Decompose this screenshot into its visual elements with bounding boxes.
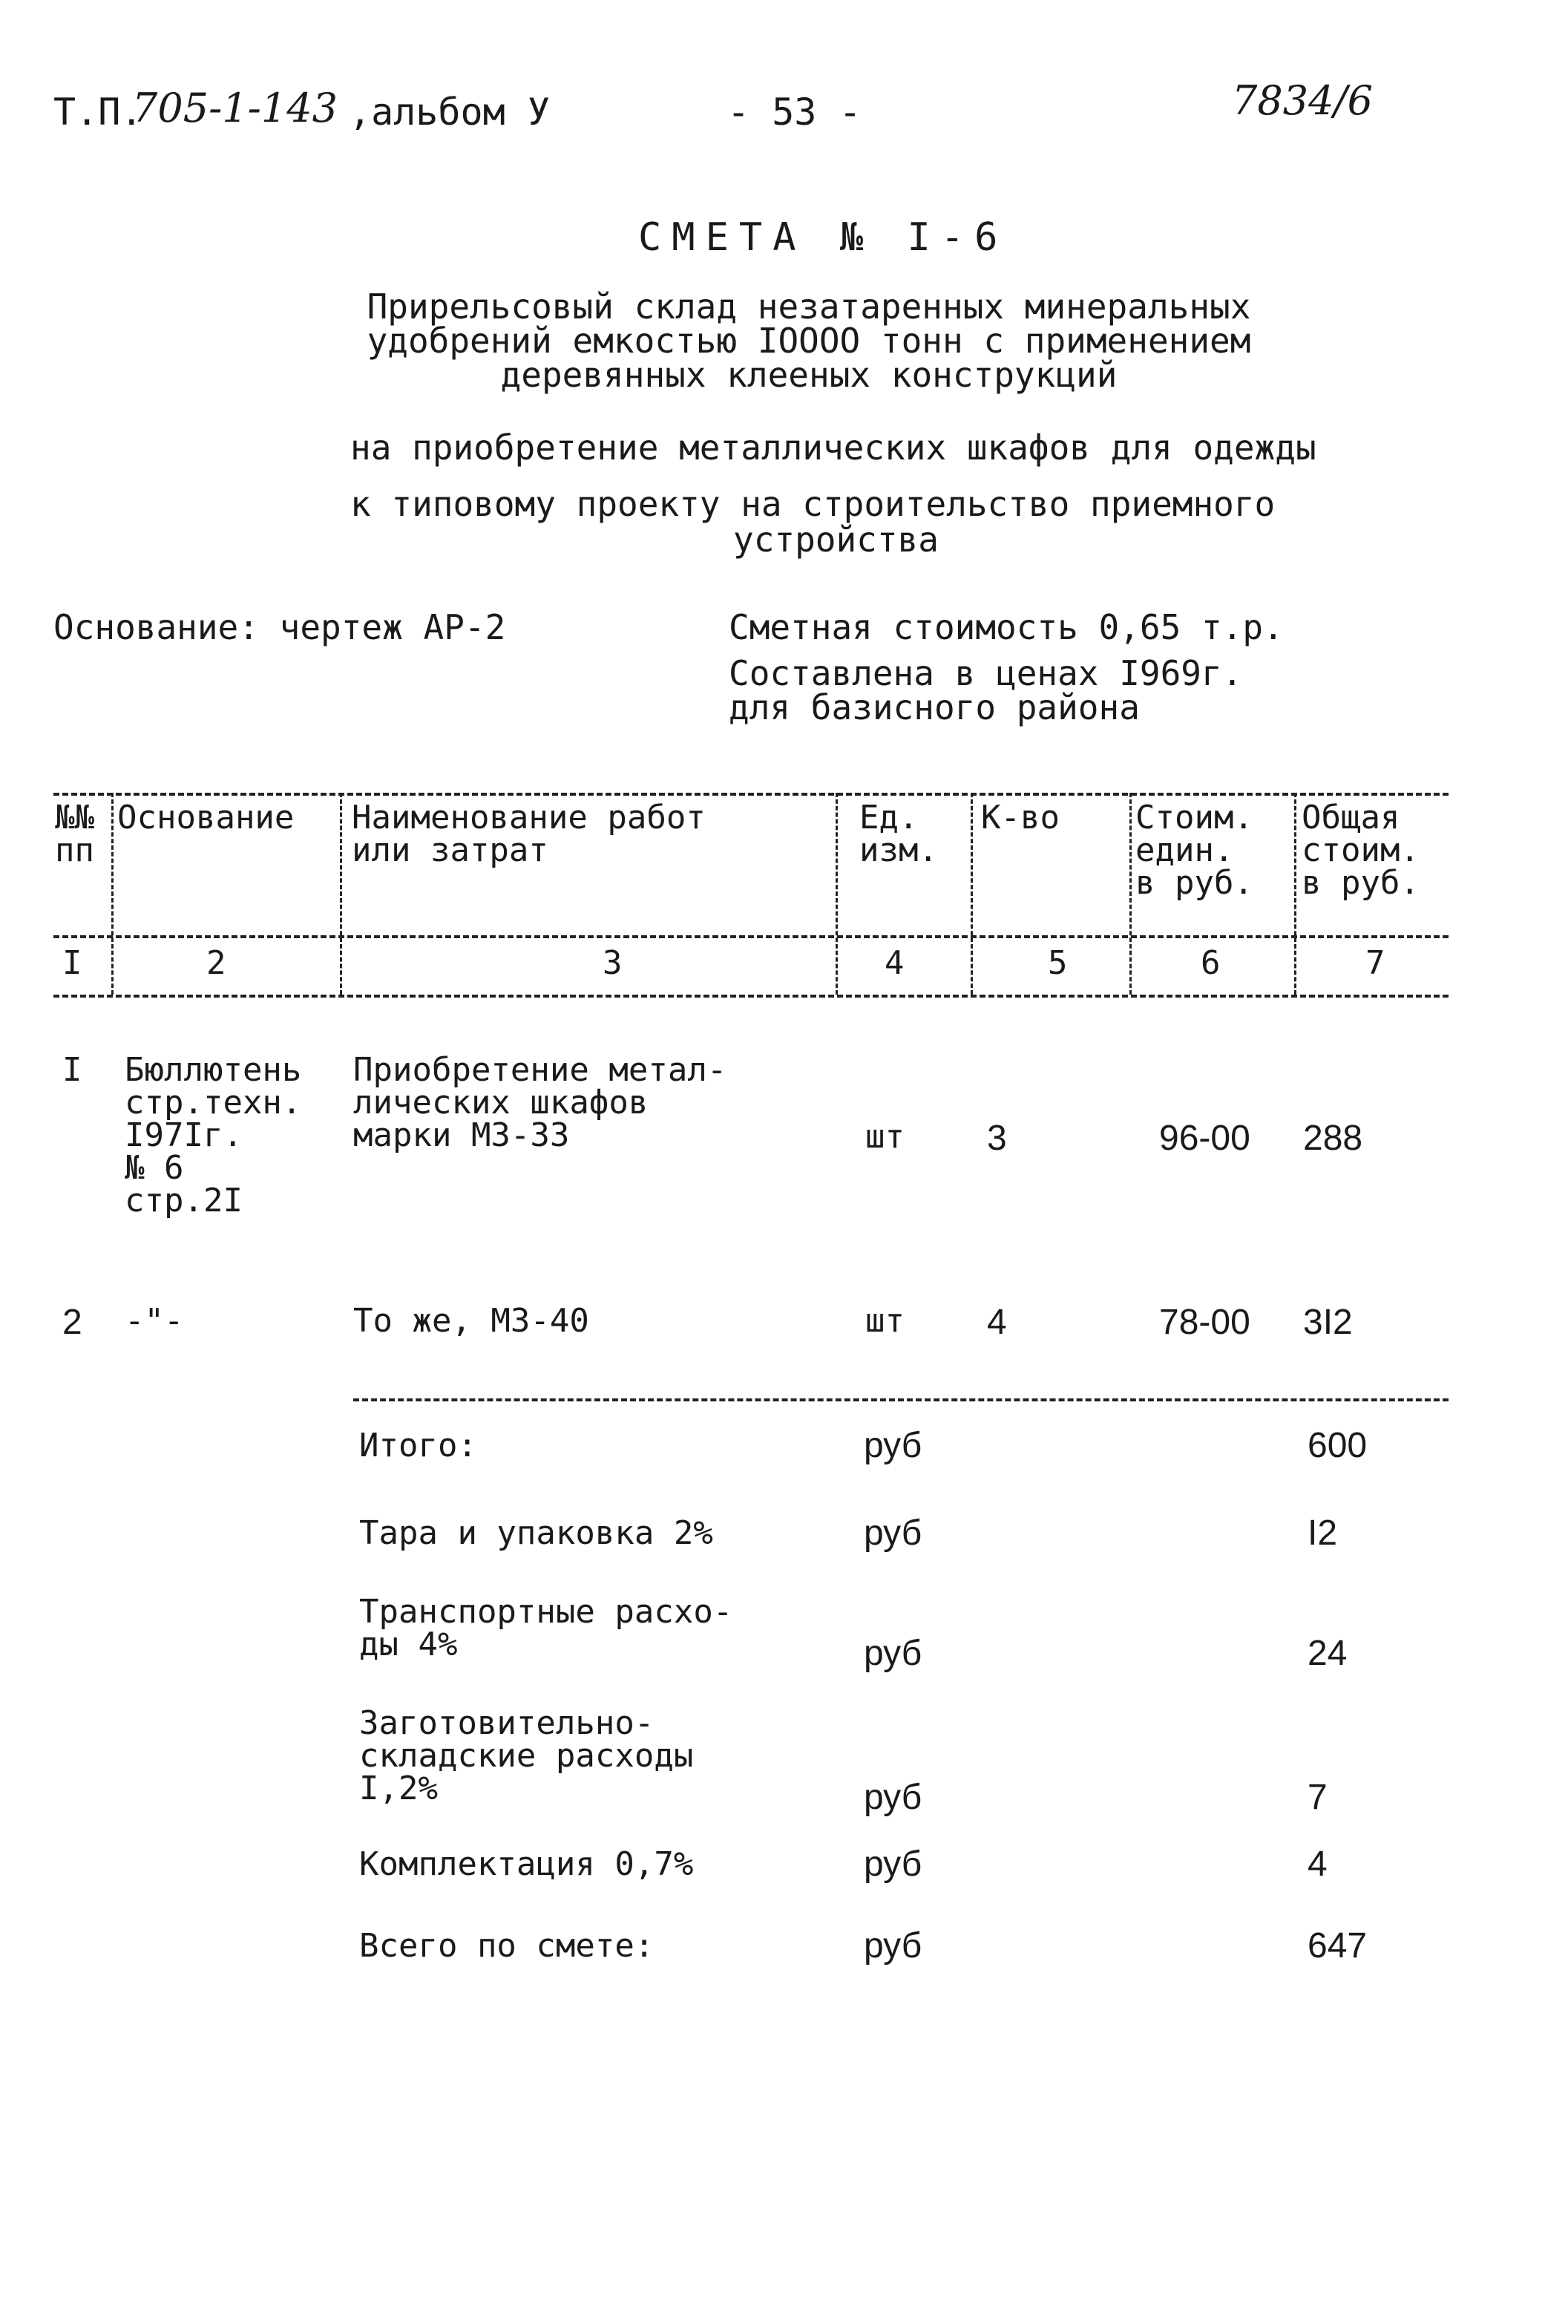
col-divider-2 <box>340 793 342 995</box>
row-1-unit: шт <box>865 1118 905 1156</box>
summary-packaging-unit: руб <box>864 1513 922 1553</box>
col-number-1: I <box>62 944 82 982</box>
col-number-2: 2 <box>206 944 226 982</box>
price-region: для базисного района <box>729 687 1140 727</box>
row-1-quantity: 3 <box>987 1119 1007 1158</box>
summary-grand-total-value: 647 <box>1308 1926 1368 1965</box>
col-divider-4 <box>971 793 973 995</box>
col-number-3: 3 <box>603 944 623 982</box>
summary-subtotal-unit: руб <box>864 1426 922 1465</box>
summary-packaging-value: I2 <box>1308 1513 1338 1553</box>
summary-subtotal-label: Итого: <box>359 1427 477 1464</box>
header-row-number: №№ пп <box>55 799 94 869</box>
col-number-7: 7 <box>1365 944 1385 982</box>
header-unit: Ед. изм. <box>859 799 938 869</box>
price-level: Составлена в ценах I969г. <box>729 653 1243 693</box>
object-line-1: Прирельсовый склад незатаренных минеральных <box>367 287 1251 327</box>
summary-subtotal-value: 600 <box>1308 1426 1368 1465</box>
header-quantity: К-во <box>981 799 1060 837</box>
estimate-cost: Сметная стоимость 0,65 т.р. <box>729 607 1284 647</box>
row-1-total: 288 <box>1303 1119 1363 1158</box>
row-1-number: I <box>62 1051 82 1089</box>
project-ref-line-1: к типовому проекту на строительство приемного <box>350 484 1276 524</box>
col-number-4: 4 <box>885 944 905 982</box>
col-divider-6 <box>1294 793 1296 995</box>
col-number-6: 6 <box>1201 944 1221 982</box>
row-2-basis: -"- <box>125 1302 184 1340</box>
row-2-total: 3I2 <box>1303 1303 1353 1342</box>
col-divider-5 <box>1129 793 1132 995</box>
summary-transport-unit: руб <box>864 1634 922 1673</box>
page-number: - 53 - <box>727 91 862 134</box>
summary-completion-unit: руб <box>864 1845 922 1884</box>
archive-number: 7834/6 <box>1232 77 1373 124</box>
header-basis: Основание <box>117 799 295 837</box>
col-divider-3 <box>836 793 838 995</box>
object-description <box>312 287 1306 395</box>
album-label: ,альбом У <box>349 91 550 134</box>
col-number-5: 5 <box>1048 944 1068 982</box>
row-1-name: Приобретение метал- лических шкафов марки МЗ-33 <box>353 1051 727 1154</box>
summary-packaging-label: Тара и упаковка 2% <box>359 1514 713 1552</box>
col-number-rule <box>53 995 1449 998</box>
summary-grand-total-label: Всего по смете: <box>359 1927 655 1965</box>
project-number: 705-1-143 <box>132 85 338 131</box>
row-2-number: 2 <box>62 1303 82 1342</box>
estimate-purpose: на приобретение металлических шкафов для одежды <box>350 428 1316 468</box>
summary-transport-value: 24 <box>1308 1634 1348 1673</box>
header-bottom-rule <box>53 935 1449 938</box>
table-top-rule <box>53 793 1449 796</box>
row-2-name: То же, МЗ-40 <box>353 1302 589 1340</box>
header-total: Общая стоим. в руб. <box>1302 799 1420 902</box>
col-divider-1 <box>111 793 114 995</box>
summary-completion-value: 4 <box>1308 1845 1328 1884</box>
object-line-2: удобрений емкостью IОООО тонн с применением <box>367 321 1251 361</box>
summary-procurement-value: 7 <box>1308 1778 1328 1817</box>
estimate-title: СМЕТА № I-6 <box>638 215 1008 260</box>
summary-completion-label: Комплектация 0,7% <box>359 1845 694 1883</box>
summary-procurement-label: Заготовительно- складские расходы I,2% <box>359 1704 694 1807</box>
row-1-unit-price: 96-00 <box>1159 1119 1250 1158</box>
object-line-3: деревянных клееных конструкций <box>500 355 1118 395</box>
estimate-basis: Основание: чертеж АР-2 <box>53 607 506 647</box>
summary-procurement-unit: руб <box>864 1778 922 1817</box>
row-2-unit-price: 78-00 <box>1159 1303 1250 1342</box>
row-2-quantity: 4 <box>987 1303 1007 1342</box>
summary-transport-label: Транспортные расхо- ды 4% <box>359 1593 733 1663</box>
summary-rule <box>353 1398 1449 1401</box>
row-2-unit: шт <box>865 1302 905 1340</box>
doc-prefix: Т.П. <box>53 91 143 134</box>
project-ref-line-2: устройства <box>733 520 939 560</box>
header-name: Наименование работ или затрат <box>352 799 706 869</box>
summary-grand-total-unit: руб <box>864 1926 922 1965</box>
row-1-basis: Бюллютень стр.техн. I97Iг. № 6 стр.2I <box>125 1051 302 1220</box>
header-unit-price: Стоим. един. в руб. <box>1135 799 1253 902</box>
